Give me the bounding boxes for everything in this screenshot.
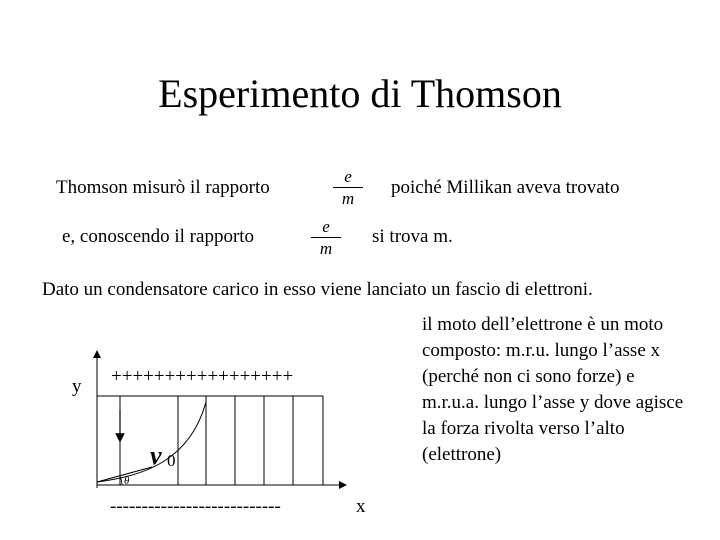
- fraction-bar: [333, 187, 363, 188]
- fraction-denominator: m: [319, 239, 333, 258]
- negative-plate-charges: ---------------------------: [110, 496, 281, 517]
- velocity-subscript: 0: [167, 451, 176, 470]
- theta-label: θ: [124, 475, 130, 487]
- fraction-e-over-m-2: [311, 219, 341, 257]
- motion-explanation: il moto dell’elettrone è un moto composto: m.r.u. lungo l’asse x (perché non ci sono forze) e m.r.u.a. lungo l’asse y dove agisce la forza rivolta verso l’alto (elettrone): [422, 314, 684, 465]
- positive-plate-charges: +++++++++++++++++: [111, 366, 294, 387]
- fraction-numerator: e: [322, 217, 330, 236]
- velocity-label: v: [150, 441, 162, 470]
- second-line-conclusion: si trova m.: [372, 226, 453, 247]
- intro-text: Thomson misurò il rapporto: [56, 177, 270, 198]
- second-line-text: e, conoscendo il rapporto: [62, 226, 255, 247]
- x-axis-label: x: [356, 496, 366, 517]
- slide-title: Esperimento di Thomson: [158, 71, 562, 116]
- fraction-bar: [311, 237, 341, 238]
- intro-text-continued: poiché Millikan aveva trovato: [391, 177, 620, 198]
- fraction-denominator: m: [341, 189, 355, 208]
- fraction-numerator: e: [344, 167, 352, 186]
- condenser-description: Dato un condensatore carico in esso viene lanciato un fascio di elettroni.: [42, 279, 593, 300]
- y-axis-label: y: [72, 376, 82, 397]
- fraction-e-over-m: [333, 169, 363, 207]
- capacitor-diagram: [60, 340, 380, 530]
